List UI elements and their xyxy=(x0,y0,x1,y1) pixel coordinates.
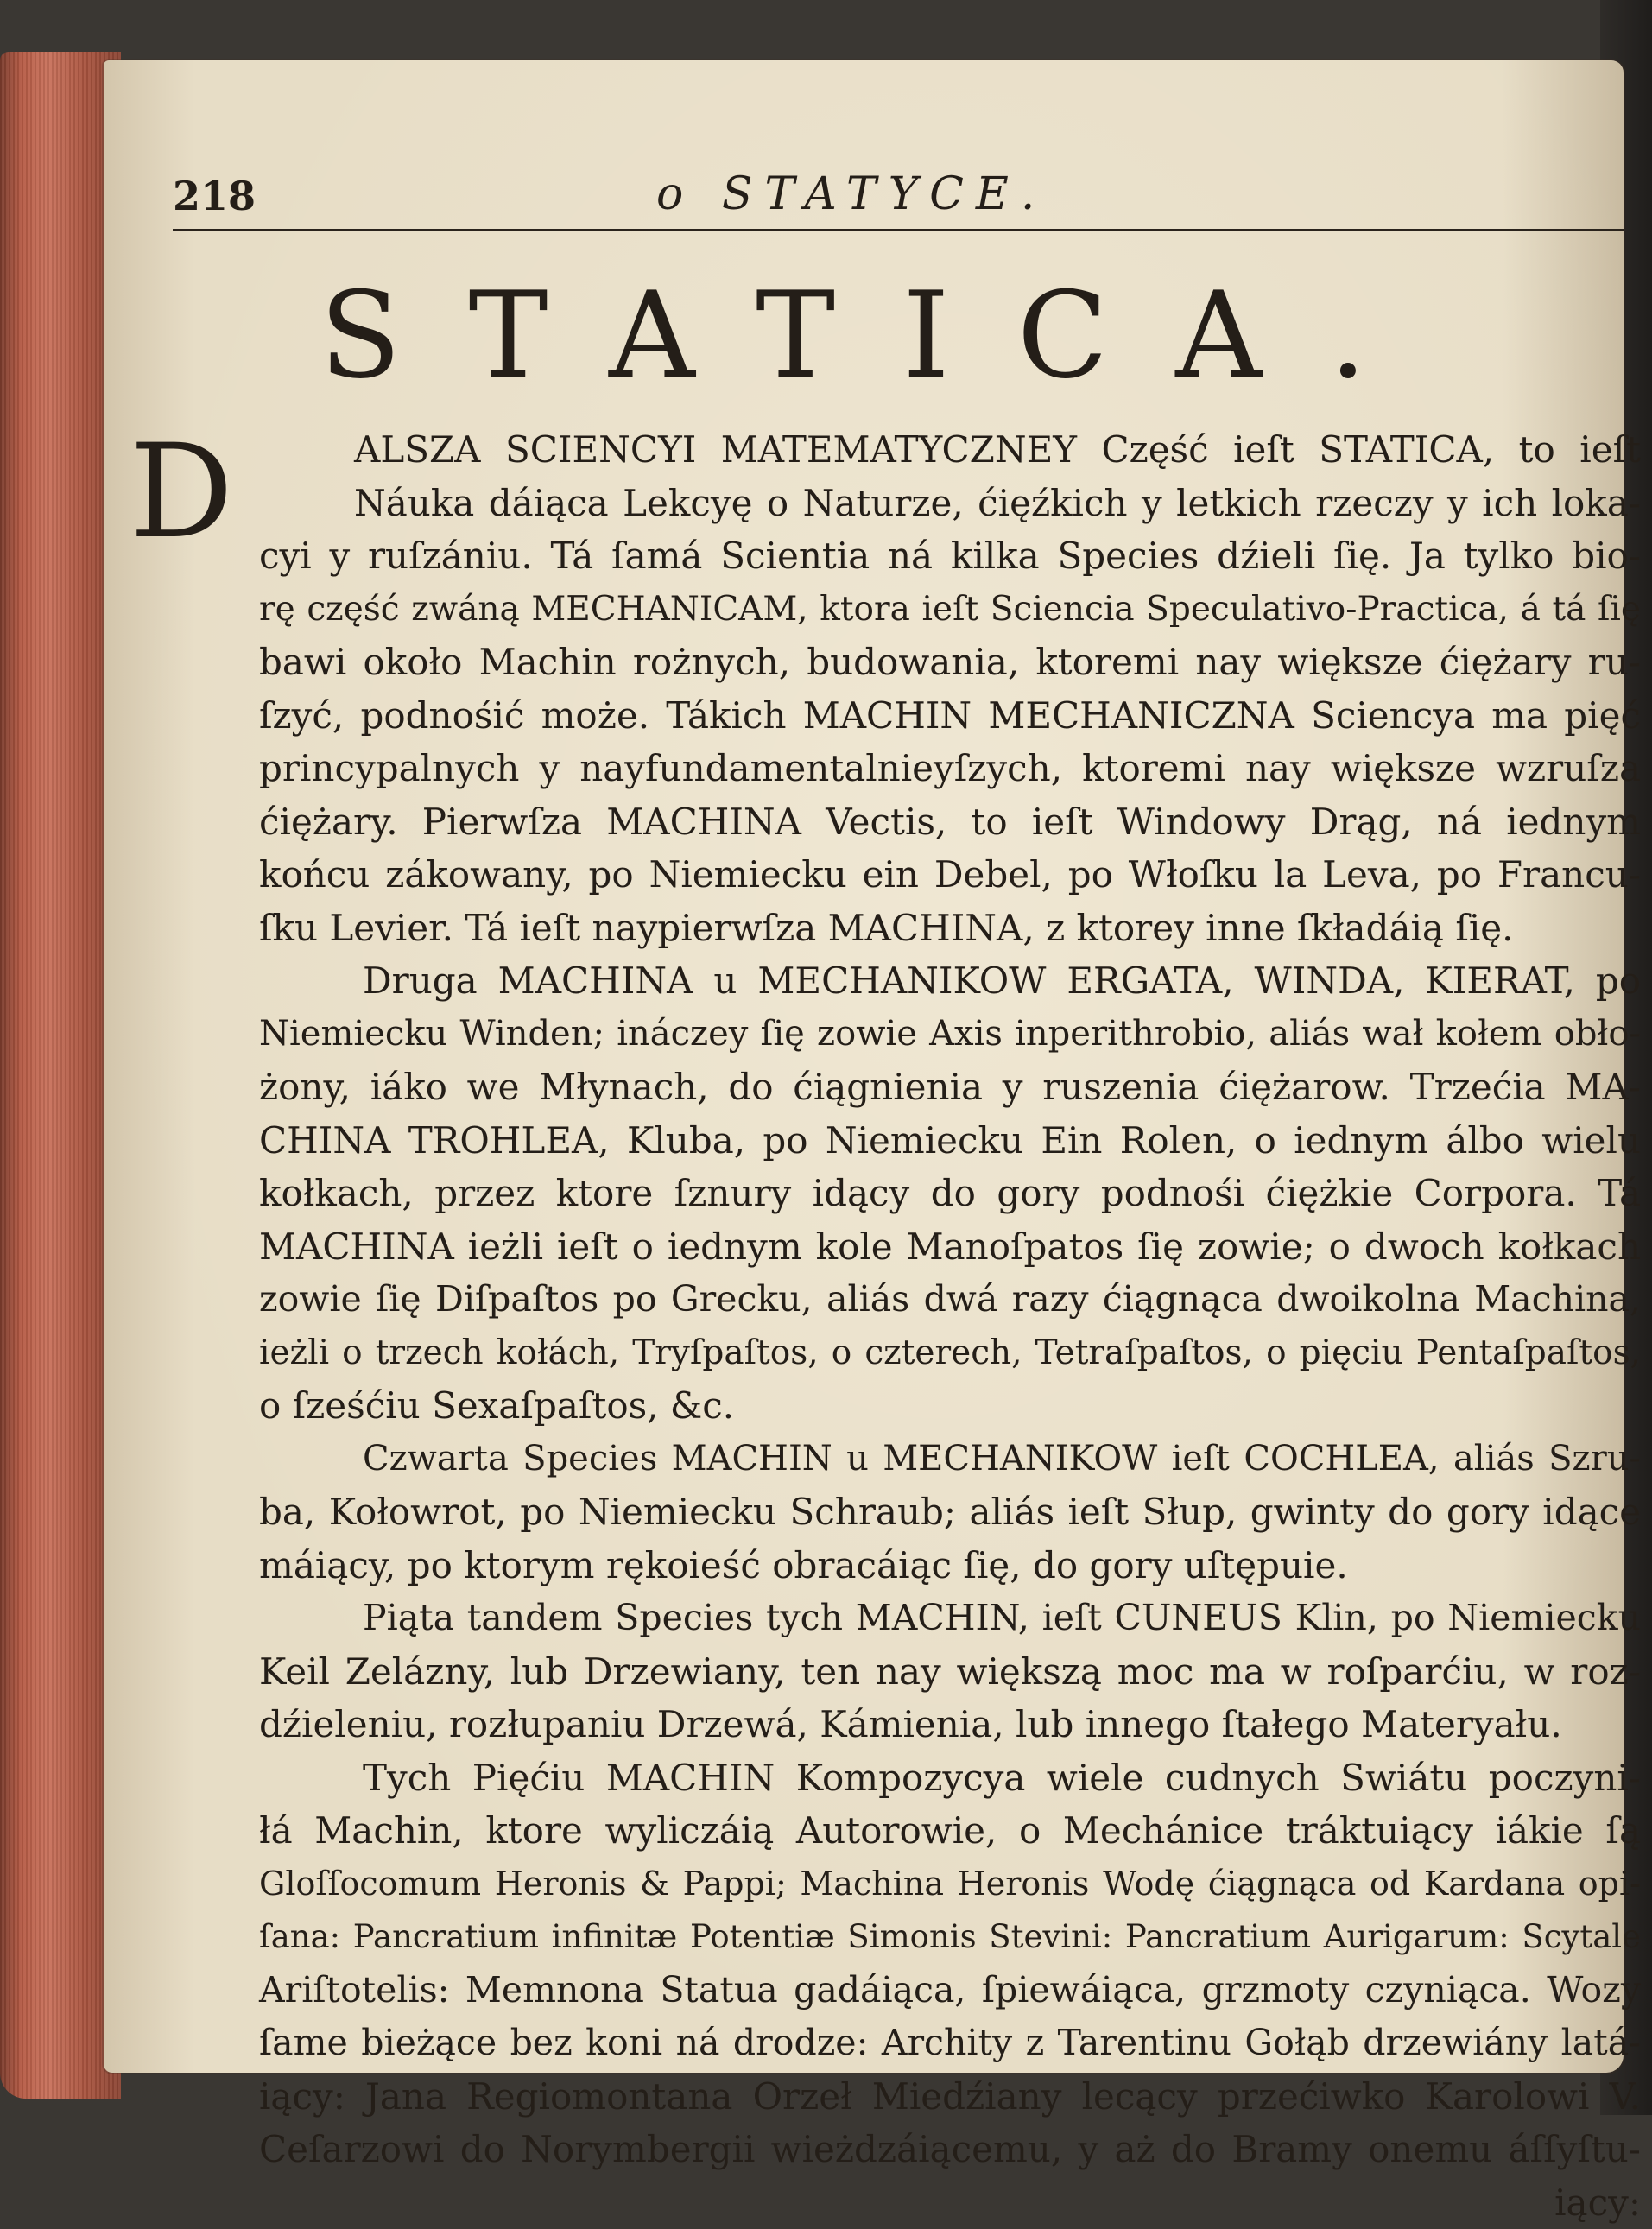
text-line: o ſześćiu Sexaſpaſtos, &c. xyxy=(259,1379,1641,1433)
page-edges-texture xyxy=(0,52,121,2099)
text-line: MACHINA ieżli ieſt o iednym kole Manoſpatos ſię zowie; o dwoch kołkach xyxy=(259,1220,1641,1274)
text-line: Ceſarzowi do Norymbergii wieżdzáiącemu, y aż do Bramy onemu áſſyſtu- xyxy=(259,2123,1641,2176)
text-line: ſame bieżące bez koni ná drodze: Archity z Tarentinu Gołąb drzewiány latá- xyxy=(259,2017,1641,2070)
text-line: iący: Jana Regiomontana Orzeł Miedźiany lecący przećiwko Karolowi V. xyxy=(259,2070,1641,2124)
text-line: Niemiecku Winden; ináczey ſię zowie Axis inperithrobio, aliás wał kołem obło- xyxy=(259,1008,1641,1061)
page-number: 218 xyxy=(173,173,256,219)
text-line: máiący, po ktorym rękoieść obracáiąc ſię, do gory uſtępuie. xyxy=(259,1539,1641,1593)
text-line: Ariſtotelis: Memnona Statua gadáiąca, ſpiewáiąca, grzmoty czyniąca. Wozy xyxy=(259,1964,1641,2017)
text-line: CHINA TROHLEA, Kluba, po Niemiecku Ein Rolen, o iednym álbo wielu xyxy=(259,1114,1641,1168)
body-text xyxy=(259,423,1641,2229)
text-line: kołkach, przez ktore ſznury idący do gory podnośi ćiężkie Corpora. Tá xyxy=(259,1167,1641,1220)
running-title: o STATYCE. xyxy=(656,168,1047,220)
text-line: ieżli o trzech kołách, Tryſpaſtos, o czterech, Tetraſpaſtos, o pięciu Pentaſpaſtos, xyxy=(259,1327,1641,1380)
header-rule xyxy=(173,229,1624,231)
text-line: Czwarta Species MACHIN u MECHANIKOW ieſt COCHLEA, aliás Szru- xyxy=(259,1433,1641,1486)
catchword: iący: xyxy=(259,2176,1641,2229)
text-line: ćiężary. Pierwſza MACHINA Vectis, to ieſt Windowy Drąg, ná iednym xyxy=(259,795,1641,849)
book-page xyxy=(104,60,1624,2073)
text-line: łá Machin, ktore wyliczáią Autorowie, o Mechánice tráktuiący iákie ſą xyxy=(259,1804,1641,1858)
text-line: Gloſſocomum Heronis & Pappi; Machina Heronis Wodę ćiągnąca od Kardana opi- xyxy=(259,1858,1641,1911)
text-line: ALSZA SCIENCYI MATEMATYCZNEY Część ieſt STATICA, to ieſt xyxy=(259,423,1641,477)
text-line: rę część zwáną MECHANICAM, ktora ieſt Sciencia Speculativo-Practica, á tá ſię xyxy=(259,583,1641,636)
text-line: końcu zákowany, po Niemiecku ein Debel, po Włoſku la Leva, po Francu- xyxy=(259,848,1641,902)
text-line: bawi około Machin rożnych, budowania, ktoremi nay większe ćiężary ru- xyxy=(259,636,1641,689)
text-line: ſku Levier. Tá ieſt naypierwſza MACHINA, z ktorey inne ſkładáią ſię. xyxy=(259,902,1641,955)
text-line: cyi y ruſzániu. Tá ſamá Scientia ná kilka Species dźieli ſię. Ja tylko bio- xyxy=(259,529,1641,583)
text-line: Tych Pięćiu MACHIN Kompozycya wiele cudnych Swiátu poczyni- xyxy=(259,1751,1641,1805)
text-line: zowie ſię Diſpaſtos po Grecku, aliás dwá razy ćiągnąca dwoikolna Machina, xyxy=(259,1273,1641,1327)
text-line: Piąta tandem Species tych MACHIN, ieſt CUNEUS Klin, po Niemiecku xyxy=(259,1592,1641,1645)
text-line: Druga MACHINA u MECHANIKOW ERGATA, WINDA, KIERAT, po xyxy=(259,954,1641,1008)
text-line: princypalnych y nayfundamentalnieyſzych, ktoremi nay większe wzruſza xyxy=(259,742,1641,795)
chapter-title: STATICA. xyxy=(320,276,1529,396)
text-line: żony, iáko we Młynach, do ćiągnienia y ruszenia ćiężarow. Trzećia MA- xyxy=(259,1061,1641,1114)
drop-cap: D xyxy=(130,427,233,557)
text-line: Keil Zelázny, lub Drzewiany, ten nay większą moc ma w roſparćiu, w roz- xyxy=(259,1645,1641,1699)
text-line: ſana: Pancratium infinitæ Potentiæ Simonis Stevini: Pancratium Aurigarum: Scytale xyxy=(259,1910,1641,1964)
text-line: Náuka dáiąca Lekcyę o Naturze, ćięźkich y letkich rzeczy y ich loka- xyxy=(259,477,1641,530)
text-line: dźieleniu, rozłupaniu Drzewá, Kámienia, lub innego ſtałego Materyału. xyxy=(259,1698,1641,1751)
text-line: ba, Kołowrot, po Niemiecku Schraub; aliás ieſt Słup, gwinty do gory idące xyxy=(259,1485,1641,1539)
text-line: ſzyć, podnośić może. Tákich MACHIN MECHANICZNA Sciencya ma pięć xyxy=(259,689,1641,743)
